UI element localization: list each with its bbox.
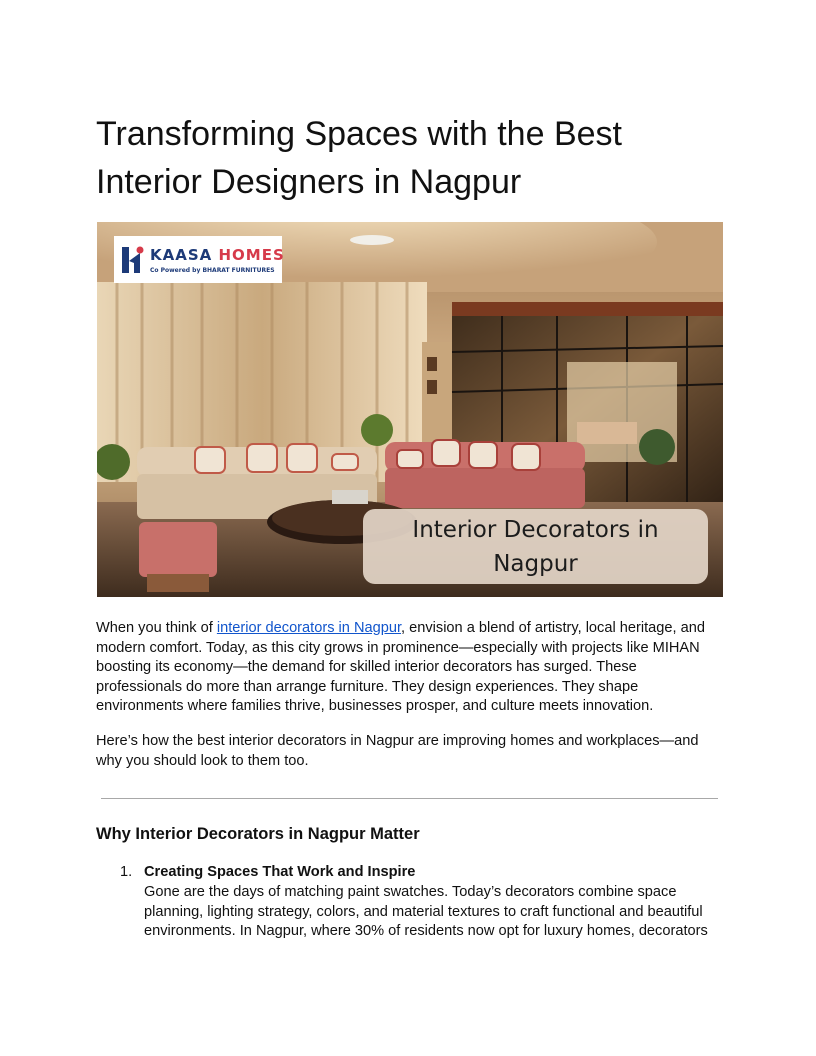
hero-image (97, 222, 723, 597)
list-item-text: Gone are the days of matching paint swatches. Today’s decorators combine space planning, lighting strategy, colors, and material textures to craft functional and beautiful environments. In Nagpur, where 30% of residents now opt for luxury homes, decorators (144, 884, 708, 940)
intro-paragraph (96, 619, 721, 717)
kaasa-logo-icon (120, 245, 146, 275)
list-item-number: 1. (120, 864, 133, 880)
brand-name-part1: KAASA (150, 246, 219, 264)
second-paragraph: Here’s how the best interior decorators in Nagpur are improving homes and workplaces—and why you should look to them too. (96, 733, 699, 769)
document-title: Transforming Spaces with the Best Interior Designers in Nagpur (96, 115, 622, 201)
brand-name (150, 246, 285, 264)
interior-decorators-link[interactable]: interior decorators in Nagpur (216, 620, 402, 636)
intro-text-rest: , envision a blend of artistry, local heritage, and modern comfort. Today, as this city grows in prominence—especially with projects like MIHAN boosting its economy—the demand for skilled interior decorators has surged. These professionals do more than arrange furniture. They design experiences. They shape environments where families thrive, businesses prosper, and culture meets innovation. (96, 620, 705, 715)
brand-name-part2: HOMES (218, 246, 285, 264)
list-item-title: Creating Spaces That Work and Inspire (144, 864, 416, 880)
intro-text-start: When you think of (96, 620, 217, 636)
brand-logo (114, 236, 285, 283)
brand-tagline: Co Powered by BHARAT FURNITURES (150, 267, 275, 274)
section-heading: Why Interior Decorators in Nagpur Matter (96, 825, 420, 843)
image-caption-text: Interior Decorators in Nagpur (412, 516, 659, 577)
horizontal-divider (101, 798, 718, 799)
image-caption-overlay (363, 509, 708, 584)
